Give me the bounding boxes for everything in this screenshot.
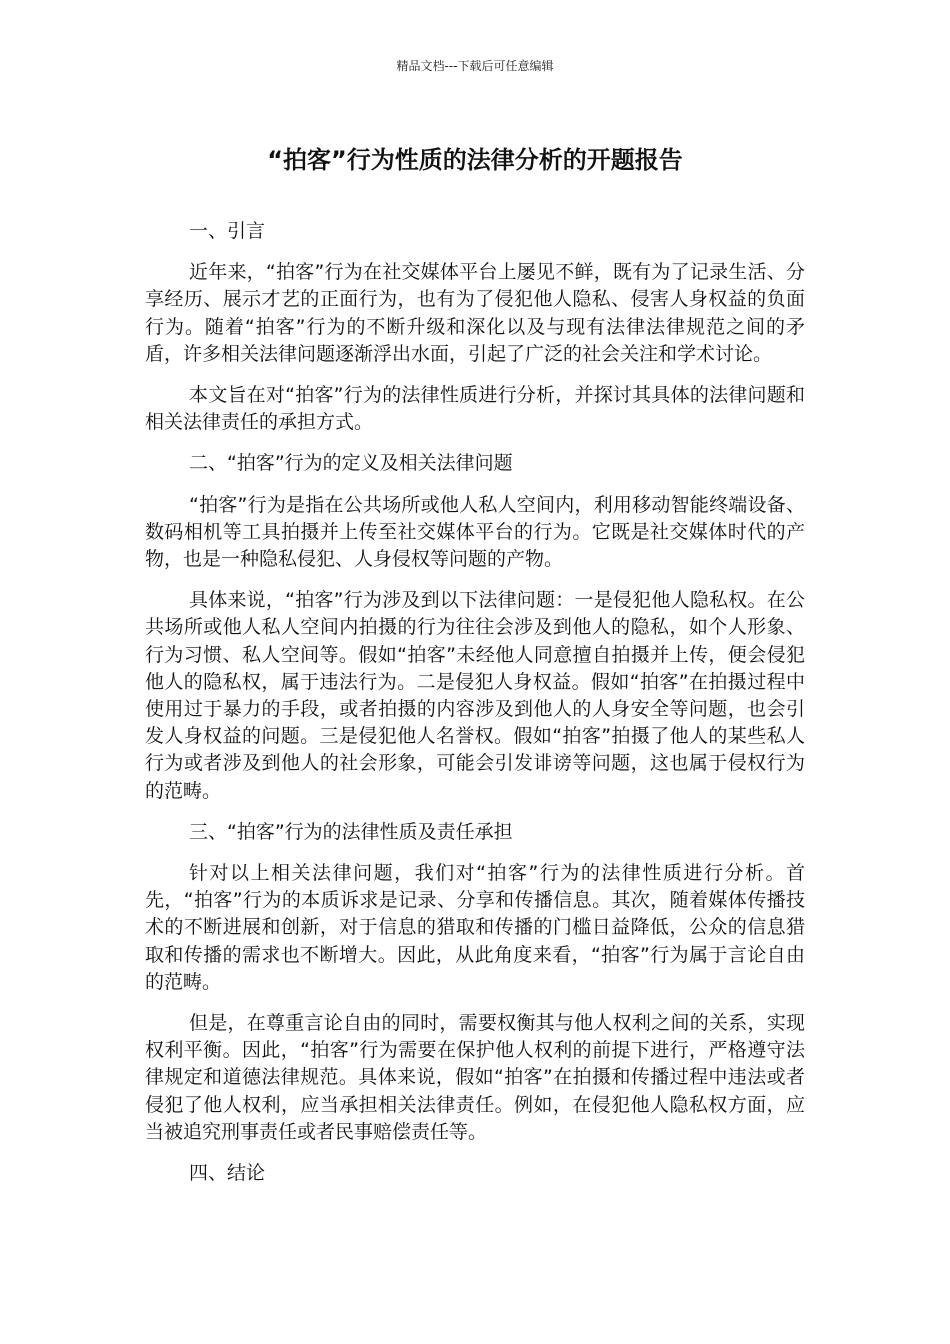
page-header: 精品文档---下载后可任意编辑 bbox=[396, 59, 554, 73]
body-paragraph: 本文旨在对“拍客”行为的法律性质进行分析，并探讨其具体的法律问题和相关法律责任的承担方式。 bbox=[145, 384, 805, 434]
body-paragraph: “拍客”行为是指在公共场所或他人私人空间内，利用移动智能终端设备、数码相机等工具拍摄并上传至社交媒体平台的行为。它既是社交媒体时代的产物，也是一种隐私侵犯、人身侵权等问题的产物。 bbox=[145, 493, 805, 571]
body-paragraph: 但是，在尊重言论自由的同时，需要权衡其与他人权利之间的关系，实现权利平衡。因此，“拍客”行为需要在保护他人权利的前提下进行，严格遵守法律规定和道德法律规范。具体来说，假如“拍客”在拍摄和传播过程中违法或者侵犯了他人权利，应当承担相关法律责任。例如，在侵犯他人隐私权方面，应当被追究刑事责任或者民事赔偿责任等。 bbox=[145, 1012, 805, 1143]
document-body bbox=[145, 218, 805, 1187]
section-heading-nature: 三、“拍客”行为的法律性质及责任承担 bbox=[189, 820, 513, 843]
section-heading-intro: 一、引言 bbox=[189, 220, 266, 242]
body-paragraph: 近年来，“拍客”行为在社交媒体平台上屡见不鲜，既有为了记录生活、分享经历、展示才艺的正面行为，也有为了侵犯他人隐私、侵害人身权益的负面行为。随着“拍客”行为的不断升级和深化以及与现有法律法律规范之间的矛盾，许多相关法律问题逐渐浮出水面，引起了广泛的社会关注和学术讨论。 bbox=[145, 261, 805, 365]
section-heading-conclusion: 四、结论 bbox=[189, 1162, 266, 1185]
body-paragraph: 针对以上相关法律问题，我们对“拍客”行为的法律性质进行分析。首先，“拍客”行为的本质诉求是记录、分享和传播信息。其次，随着媒体传播技术的不断进展和创新，对于信息的猎取和传播的门槛日益降低，公众的信息猎取和传播的需求也不断增大。因此，从此角度来看，“拍客”行为属于言论自由的范畴。 bbox=[145, 862, 805, 993]
document-title: “拍客”行为性质的法律分析的开题报告 bbox=[267, 146, 683, 174]
body-paragraph: 具体来说，“拍客”行为涉及到以下法律问题：一是侵犯他人隐私权。在公共场所或他人私人空间内拍摄的行为往往会涉及到他人的隐私，如个人形象、行为习惯、私人空间等。假如“拍客”未经他人同意擅自拍摄并上传，便会侵犯他人的隐私权，属于违法行为。二是侵犯人身权益。假如“拍客”在拍摄过程中使用过于暴力的手段，或者拍摄的内容涉及到他人的人身安全等问题，也会引发人身权益的问题。三是侵犯他人名誉权。假如“拍客”拍摄了他人的某些私人行为或者涉及到他人的社会形象，可能会引发诽谤等问题，这也属于侵权行为的范畴。 bbox=[145, 589, 805, 802]
section-heading-definition: 二、“拍客”行为的定义及相关法律问题 bbox=[189, 452, 513, 475]
